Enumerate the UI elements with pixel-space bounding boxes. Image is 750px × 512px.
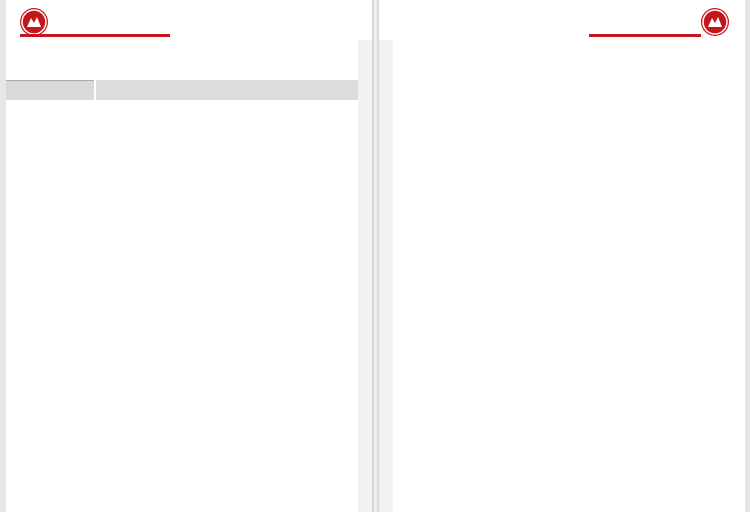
brand-rule-right xyxy=(589,34,701,37)
page-right xyxy=(379,0,745,512)
brand-rule xyxy=(20,34,170,37)
sidebar-left xyxy=(358,40,372,512)
section-header-drill-bit xyxy=(6,80,94,100)
page-gutter xyxy=(372,0,379,512)
page-left xyxy=(6,0,372,512)
sidebar-right xyxy=(379,40,393,512)
brand-logo-icon-right xyxy=(701,8,729,36)
table-head xyxy=(96,80,358,100)
brand-logo-icon xyxy=(20,8,48,36)
